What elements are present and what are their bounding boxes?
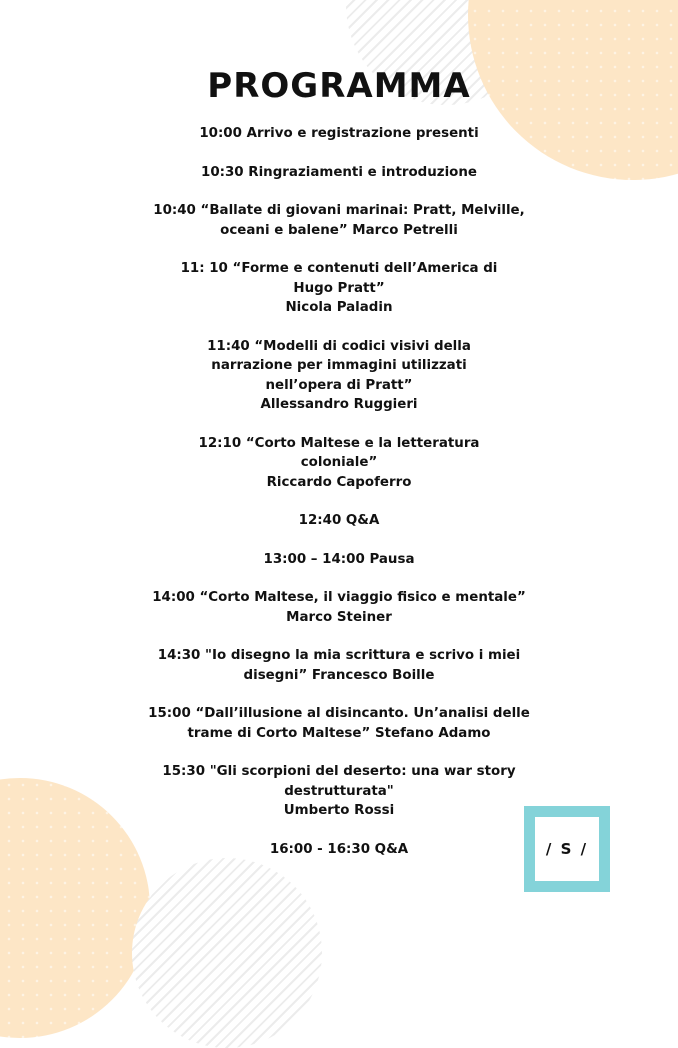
program-entry-line: 12:40 Q&A bbox=[298, 513, 380, 528]
program-entry-line: 10:00 Arrivo e registrazione presenti bbox=[199, 126, 479, 141]
program-entry-line: Hugo Pratt” bbox=[293, 280, 385, 296]
program-entry bbox=[0, 259, 678, 318]
program-entry-line: narrazione per immagini utilizzati bbox=[211, 358, 467, 373]
program-entry bbox=[0, 337, 678, 415]
program-list bbox=[0, 124, 678, 878]
logo-text: / S / bbox=[535, 817, 599, 881]
program-entry bbox=[0, 550, 678, 570]
program-entry-line: 14:30 "Io disegno la mia scrittura e scrivo i miei bbox=[157, 648, 521, 663]
program-entry-line: 15:00 “Dall’illusione al disincanto. Un’analisi delle bbox=[148, 706, 530, 721]
program-entry-line: Nicola Paladin bbox=[285, 300, 393, 315]
program-entry-line: 14:00 “Corto Maltese, il viaggio fisico e mentale” bbox=[152, 590, 526, 605]
program-entry bbox=[0, 201, 678, 240]
program-entry-line: 10:30 Ringraziamenti e introduzione bbox=[201, 164, 477, 180]
program-entry bbox=[0, 434, 678, 493]
program-entry-line: Riccardo Capoferro bbox=[266, 474, 412, 490]
page-title: PROGRAMMA bbox=[207, 66, 471, 106]
program-entry-line: coloniale” bbox=[300, 455, 378, 470]
program-entry-line: Marco Steiner bbox=[286, 609, 392, 625]
program-entry-line: Allessandro Ruggieri bbox=[260, 397, 418, 412]
program-entry-line: 11:40 “Modelli di codici visivi della bbox=[207, 338, 471, 354]
program-entry-line: 11: 10 “Forme e contenuti dell’America di bbox=[180, 261, 498, 276]
program-entry bbox=[0, 124, 678, 144]
program-entry-line: destrutturata" bbox=[284, 783, 394, 799]
program-entry-line: 13:00 – 14:00 Pausa bbox=[263, 551, 415, 567]
program-entry bbox=[0, 511, 678, 531]
program-entry-line: trame di Corto Maltese” Stefano Adamo bbox=[187, 725, 491, 741]
program-entry-line: disegni” Francesco Boille bbox=[243, 667, 435, 683]
program-entry-line: 15:30 "Gli scorpioni del deserto: una war story bbox=[162, 764, 516, 779]
program-entry-line: oceani e balene” Marco Petrelli bbox=[220, 222, 458, 238]
program-entry bbox=[0, 704, 678, 743]
program-entry-line: 10:40 “Ballate di giovani marinai: Pratt, Melville, bbox=[153, 203, 525, 218]
decorative-striped-circle-bottom bbox=[132, 858, 322, 1048]
program-entry bbox=[0, 588, 678, 627]
program-entry-line: Umberto Rossi bbox=[283, 803, 395, 818]
program-entry-line: 16:00 - 16:30 Q&A bbox=[269, 841, 409, 857]
program-entry-line: nell’opera di Pratt” bbox=[265, 377, 413, 393]
program-entry bbox=[0, 163, 678, 183]
program-entry-line: 12:10 “Corto Maltese e la letteratura bbox=[198, 435, 480, 451]
logo bbox=[524, 806, 610, 892]
program-entry bbox=[0, 646, 678, 685]
